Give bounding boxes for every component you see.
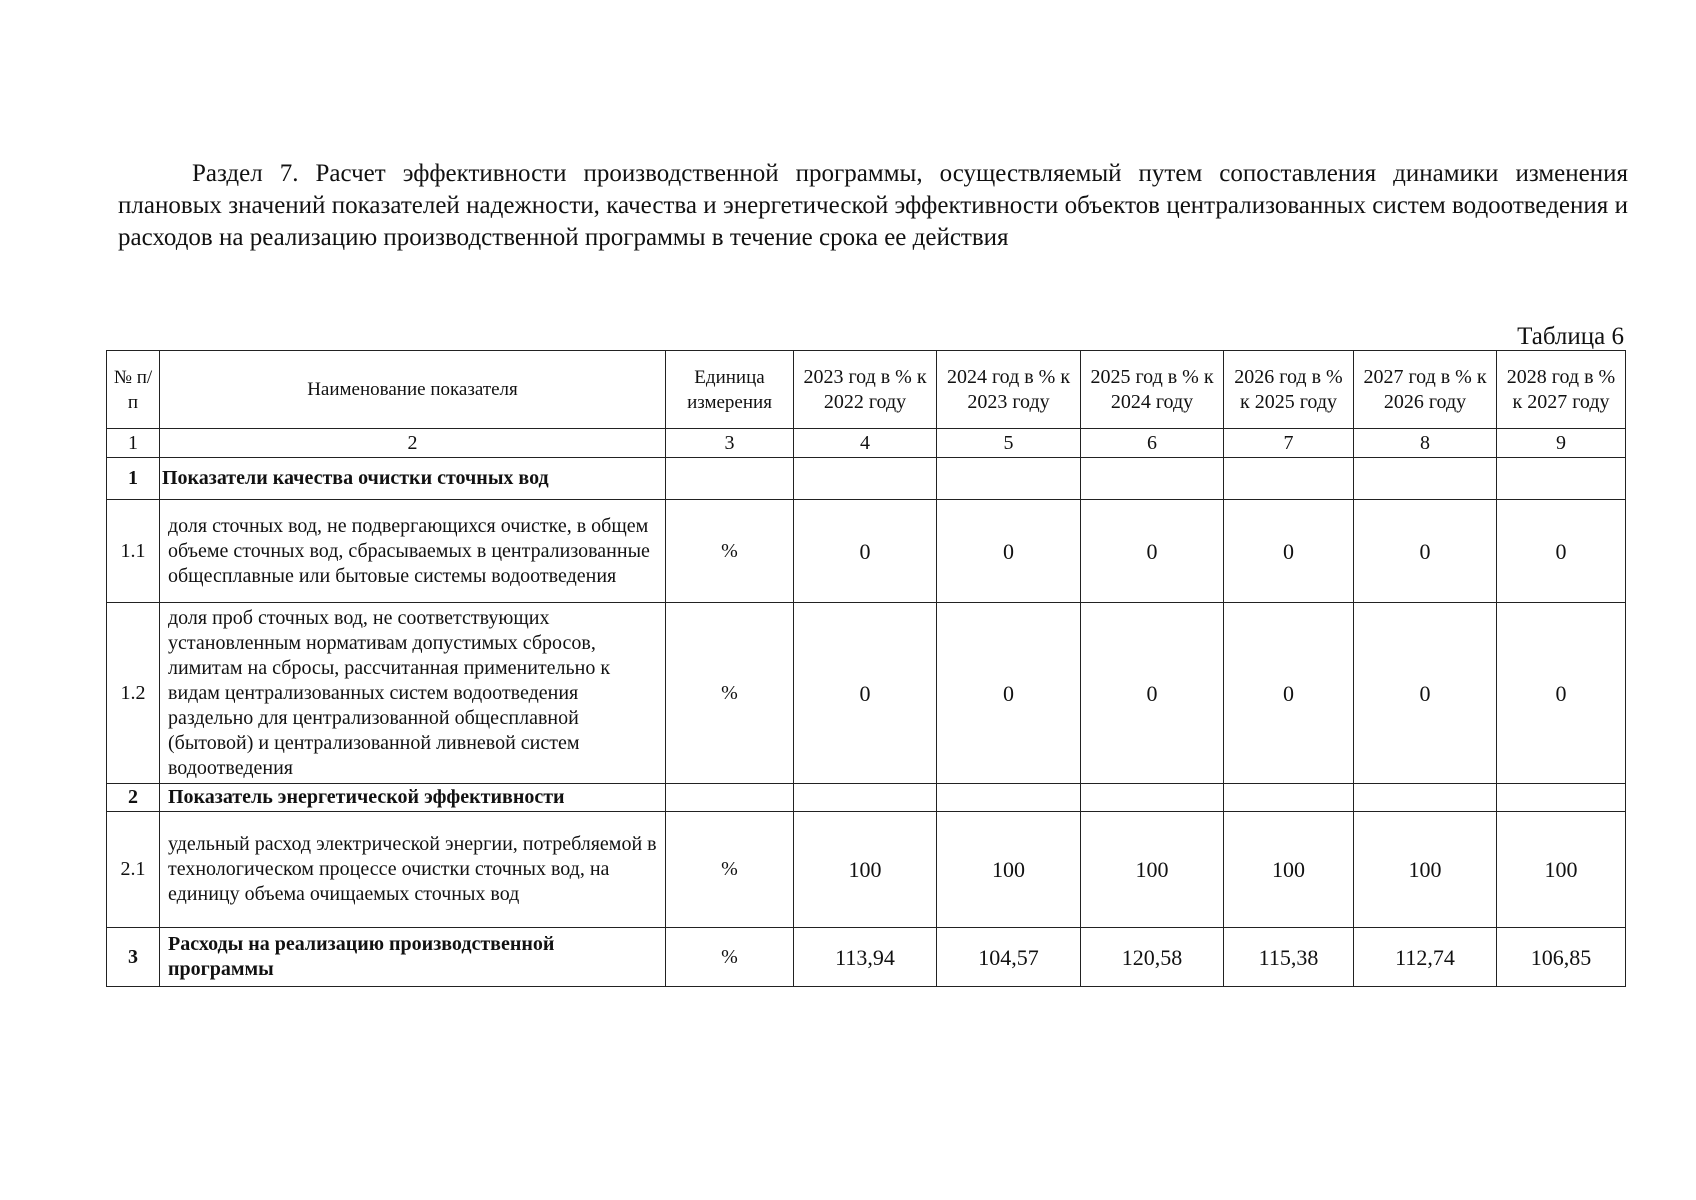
header-year-2024: 2024 год в % к 2023 году	[937, 351, 1081, 429]
row-value	[1224, 458, 1354, 500]
row-value: 100	[794, 812, 937, 928]
row-number: 1.1	[107, 500, 160, 603]
column-number: 7	[1224, 429, 1354, 458]
column-number: 1	[107, 429, 160, 458]
header-year-2028: 2028 год в % к 2027 году	[1497, 351, 1626, 429]
row-unit	[666, 458, 794, 500]
row-value: 0	[1354, 603, 1497, 784]
row-value: 100	[1497, 812, 1626, 928]
header-name: Наименование показателя	[160, 351, 666, 429]
row-value: 100	[937, 812, 1081, 928]
table-row	[107, 458, 1626, 500]
row-value: 0	[937, 603, 1081, 784]
row-unit: %	[666, 603, 794, 784]
column-number: 6	[1081, 429, 1224, 458]
row-value	[937, 784, 1081, 812]
row-value: 0	[1224, 603, 1354, 784]
header-year-2026: 2026 год в % к 2025 году	[1224, 351, 1354, 429]
row-value: 0	[1497, 500, 1626, 603]
row-unit: %	[666, 812, 794, 928]
row-value: 0	[1081, 500, 1224, 603]
row-unit: %	[666, 928, 794, 987]
row-value: 100	[1224, 812, 1354, 928]
row-value	[1224, 784, 1354, 812]
row-value: 0	[794, 500, 937, 603]
column-number: 4	[794, 429, 937, 458]
row-value	[1354, 458, 1497, 500]
column-numbers-row	[107, 429, 1626, 458]
row-value: 104,57	[937, 928, 1081, 987]
column-number: 9	[1497, 429, 1626, 458]
row-value: 0	[794, 603, 937, 784]
row-number: 1	[107, 458, 160, 500]
row-number: 3	[107, 928, 160, 987]
row-number: 1.2	[107, 603, 160, 784]
row-value	[794, 784, 937, 812]
row-value: 0	[1497, 603, 1626, 784]
row-value: 120,58	[1081, 928, 1224, 987]
row-name: доля сточных вод, не подвергающихся очистке, в общем объеме сточных вод, сбрасываемых в централизованные общесплавные или бытовые системы водоотведения	[160, 500, 666, 603]
row-value: 0	[1354, 500, 1497, 603]
table-row	[107, 928, 1626, 987]
row-name: доля проб сточных вод, не соответствующих установленным нормативам допустимых сбросов, лимитам на сбросы, рассчитанная применительно к видам централизованных систем водоотведения раздельно для централизованной общесплавной (бытовой) и централизованной ливневой систем водоотведения	[160, 603, 666, 784]
row-value: 112,74	[1354, 928, 1497, 987]
row-value	[1354, 784, 1497, 812]
row-value: 113,94	[794, 928, 937, 987]
row-value: 106,85	[1497, 928, 1626, 987]
header-num: № п/п	[107, 351, 160, 429]
row-number: 2.1	[107, 812, 160, 928]
row-name: Расходы на реализацию производственной программы	[160, 928, 666, 987]
row-value	[1081, 784, 1224, 812]
row-number: 2	[107, 784, 160, 812]
row-value	[1081, 458, 1224, 500]
row-unit	[666, 784, 794, 812]
table-row	[107, 603, 1626, 784]
indicators-table	[106, 350, 1626, 987]
row-value: 100	[1354, 812, 1497, 928]
section-heading: Раздел 7. Расчет эффективности производственной программы, осуществляемый путем сопоставления динамики изменения плановых значений показателей надежности, качества и энергетической эффективности объектов централизованных систем водоотведения и расходов на реализацию производственной программы в течение срока ее действия	[118, 160, 1628, 251]
row-value: 115,38	[1224, 928, 1354, 987]
header-row	[107, 351, 1626, 429]
column-number: 2	[160, 429, 666, 458]
row-value	[794, 458, 937, 500]
table-caption: Таблица 6	[1517, 323, 1624, 350]
row-name: Показатель энергетической эффективности	[160, 784, 666, 812]
row-value	[1497, 784, 1626, 812]
header-year-2025: 2025 год в % к 2024 году	[1081, 351, 1224, 429]
row-unit: %	[666, 500, 794, 603]
header-year-2023: 2023 год в % к 2022 году	[794, 351, 937, 429]
column-number: 8	[1354, 429, 1497, 458]
row-value: 0	[937, 500, 1081, 603]
row-value: 100	[1081, 812, 1224, 928]
row-value	[937, 458, 1081, 500]
header-unit: Единица измерения	[666, 351, 794, 429]
row-value: 0	[1224, 500, 1354, 603]
header-year-2027: 2027 год в % к 2026 году	[1354, 351, 1497, 429]
table-row	[107, 812, 1626, 928]
table-row	[107, 500, 1626, 603]
row-value: 0	[1081, 603, 1224, 784]
column-number: 3	[666, 429, 794, 458]
row-name: удельный расход электрической энергии, потребляемой в технологическом процессе очистки сточных вод, на единицу объема очищаемых сточных вод	[160, 812, 666, 928]
row-name: Показатели качества очистки сточных вод	[160, 458, 666, 500]
column-number: 5	[937, 429, 1081, 458]
row-value	[1497, 458, 1626, 500]
table-row	[107, 784, 1626, 812]
